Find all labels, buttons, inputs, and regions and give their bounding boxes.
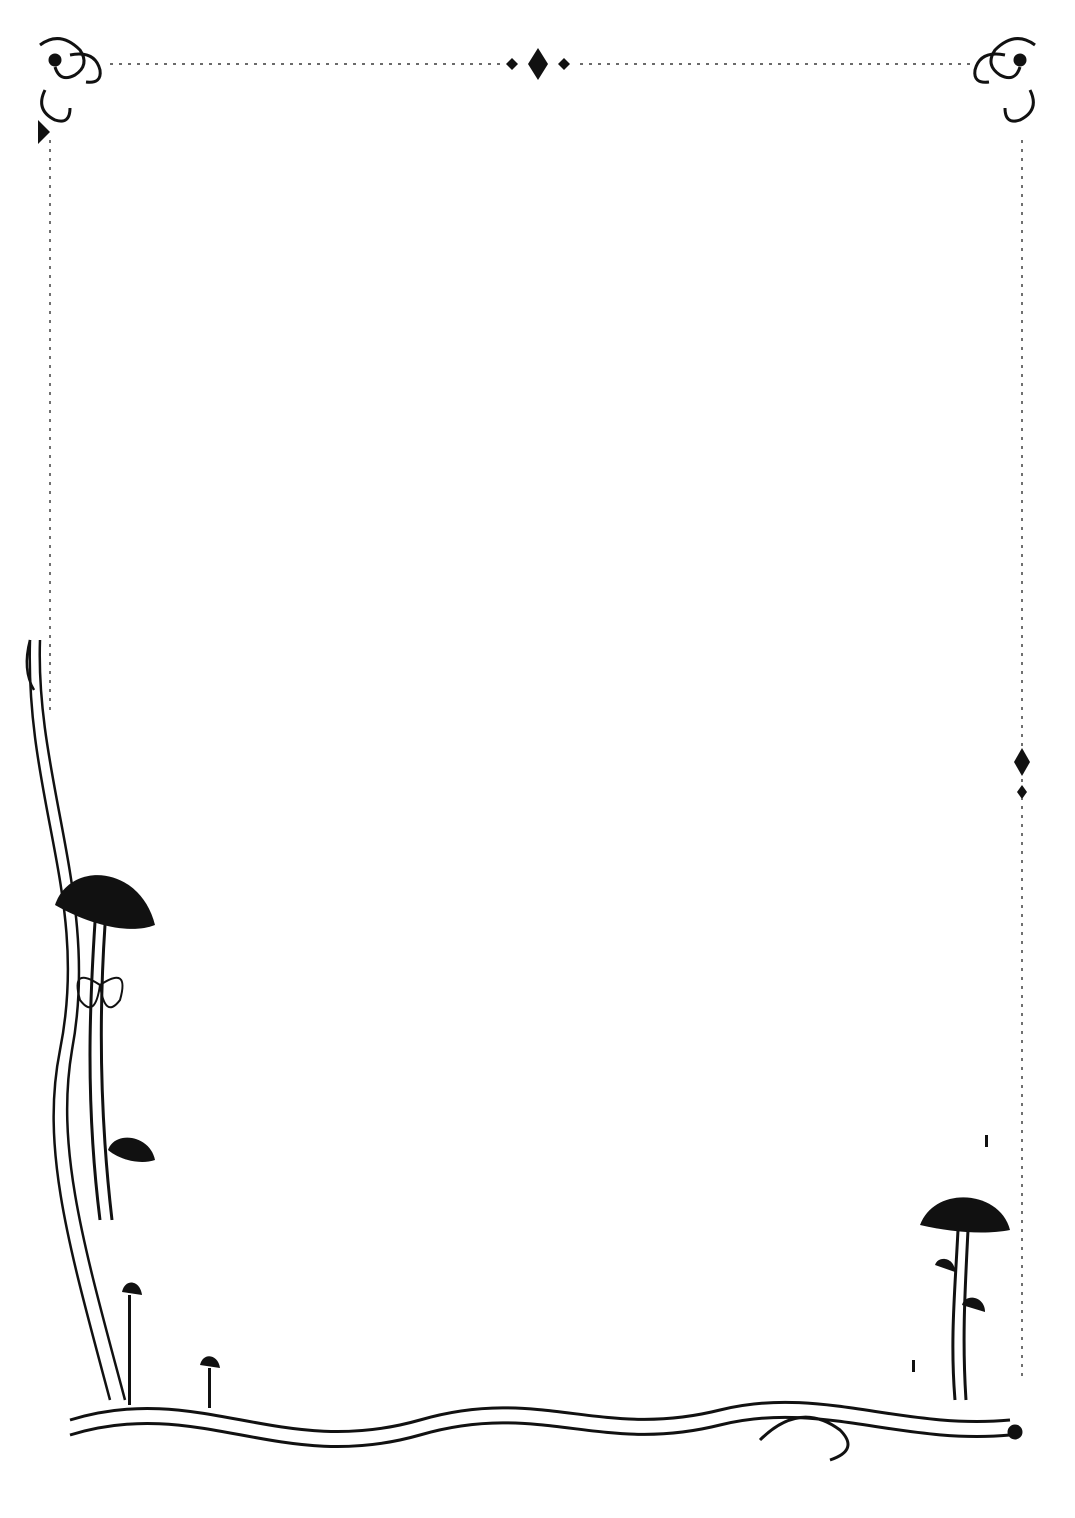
bottom-vine: [70, 1402, 1021, 1460]
small-mushrooms-left: [108, 1138, 220, 1408]
top-border-flourish: [110, 48, 970, 80]
mushrooms-right: [912, 1135, 1010, 1400]
left-vine-stalk: [27, 640, 125, 1400]
top-left-corner-flourish: [38, 39, 100, 144]
right-border-flourish: [1014, 140, 1030, 1380]
top-right-corner-flourish: [975, 39, 1035, 122]
